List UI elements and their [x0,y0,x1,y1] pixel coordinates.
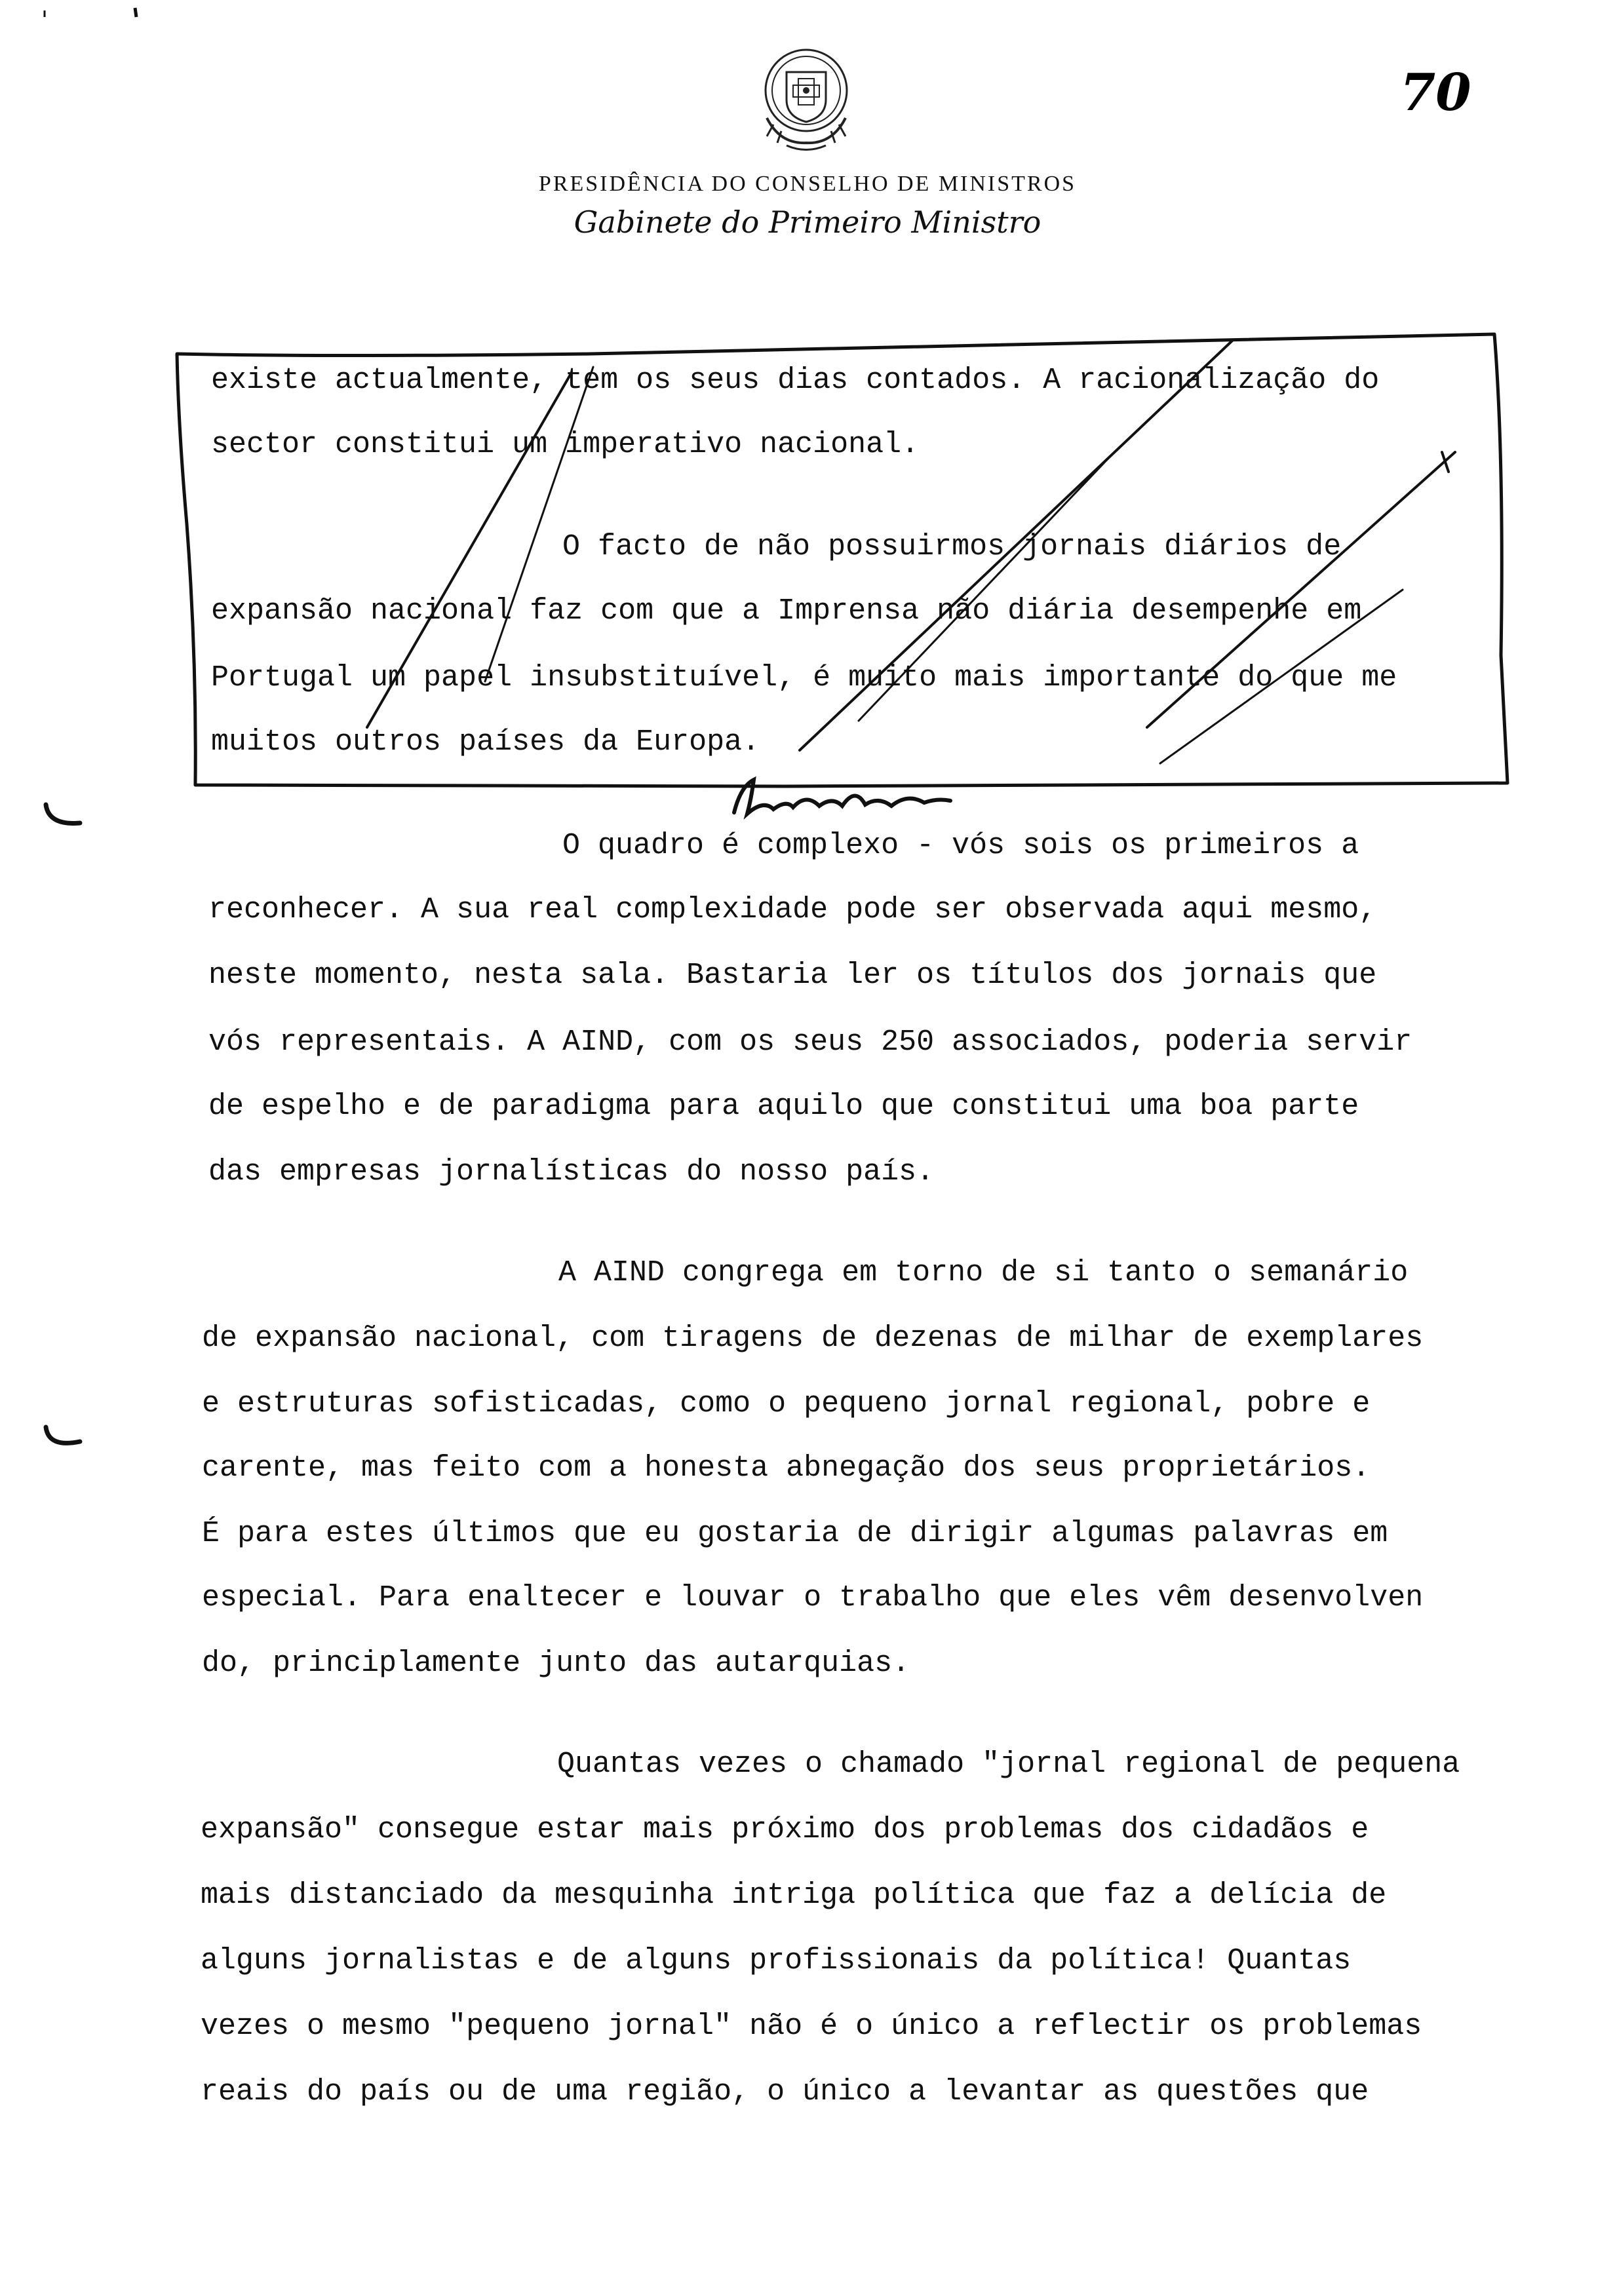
strike-line [1442,452,1449,472]
body-line: alguns jornalistas e de alguns profissionais da política! Quantas [201,1944,1352,1978]
body-line: Quantas vezes o chamado "jornal regional de pequena [557,1748,1460,1781]
body-line: especial. Para enaltecer e louvar o trabalho que eles vêm desenvolven [202,1581,1424,1615]
body-line: neste momento, nesta sala. Bastaria ler os títulos dos jornais que [208,959,1377,992]
body-line: de espelho e de paradigma para aquilo que constitui uma boa parte [208,1090,1359,1123]
scan-speck [39,4,144,24]
body-line: mais distanciado da mesquinha intriga política que faz a delícia de [201,1879,1387,1912]
body-line: É para estes últimos que eu gostaria de dirigir algumas palavras em [202,1517,1388,1550]
body-line: reconhecer. A sua real complexidade pode ser observada aqui mesmo, [208,893,1377,927]
boxed-line: Portugal um papel insubstituível, é muito mais importante do que me [211,661,1397,695]
body-line: das empresas jornalísticas do nosso país. [208,1155,935,1189]
body-line: do, principlamente junto das autarquias. [202,1647,910,1680]
boxed-line: O facto de não possuirmos jornais diários de [562,530,1342,564]
body-line: vós representais. A AIND, com os seus 250 associados, poderia servir [208,1025,1412,1059]
body-line: carente, mas feito com a honesta abnegação dos seus proprietários. [202,1451,1371,1485]
boxed-line: expansão nacional faz com que a Imprensa não diária desempenhe em [211,594,1362,628]
boxed-line: muitos outros países da Europa. [211,725,760,759]
body-line: de expansão nacional, com tiragens de dezenas de milhar de exemplares [202,1322,1424,1355]
body-line: A AIND congrega em torno de si tanto o semanário [558,1256,1409,1290]
body-line: O quadro é complexo - vós sois os primeiros a [562,829,1359,862]
body-line: reais do país ou de uma região, o único a levantar as questões que [201,2075,1369,2109]
page-number-text: 70 [1400,63,1471,123]
page-number [1396,59,1488,124]
body-line: expansão" consegue estar mais próximo dos problemas dos cidadãos e [201,1813,1369,1846]
header-subtitle: Gabinete do Primeiro Ministro [574,204,1041,240]
handwritten-note [728,773,963,826]
body-line: vezes o mesmo "pequeno jornal" não é o único a reflectir os problemas [201,2010,1422,2043]
coat-of-arms-emblem [741,39,872,157]
punch-hole-mark [41,1422,87,1455]
punch-hole-mark [41,799,87,832]
body-line: e estruturas sofisticadas, como o pequeno jornal regional, pobre e [202,1387,1371,1421]
boxed-line: sector constitui um imperativo nacional. [211,428,920,461]
strike-line [485,367,593,681]
boxed-line: existe actualmente, tem os seus dias contados. A racionalização do [211,364,1380,397]
header-title: PRESIDÊNCIA DO CONSELHO DE MINISTROS [538,172,1077,196]
